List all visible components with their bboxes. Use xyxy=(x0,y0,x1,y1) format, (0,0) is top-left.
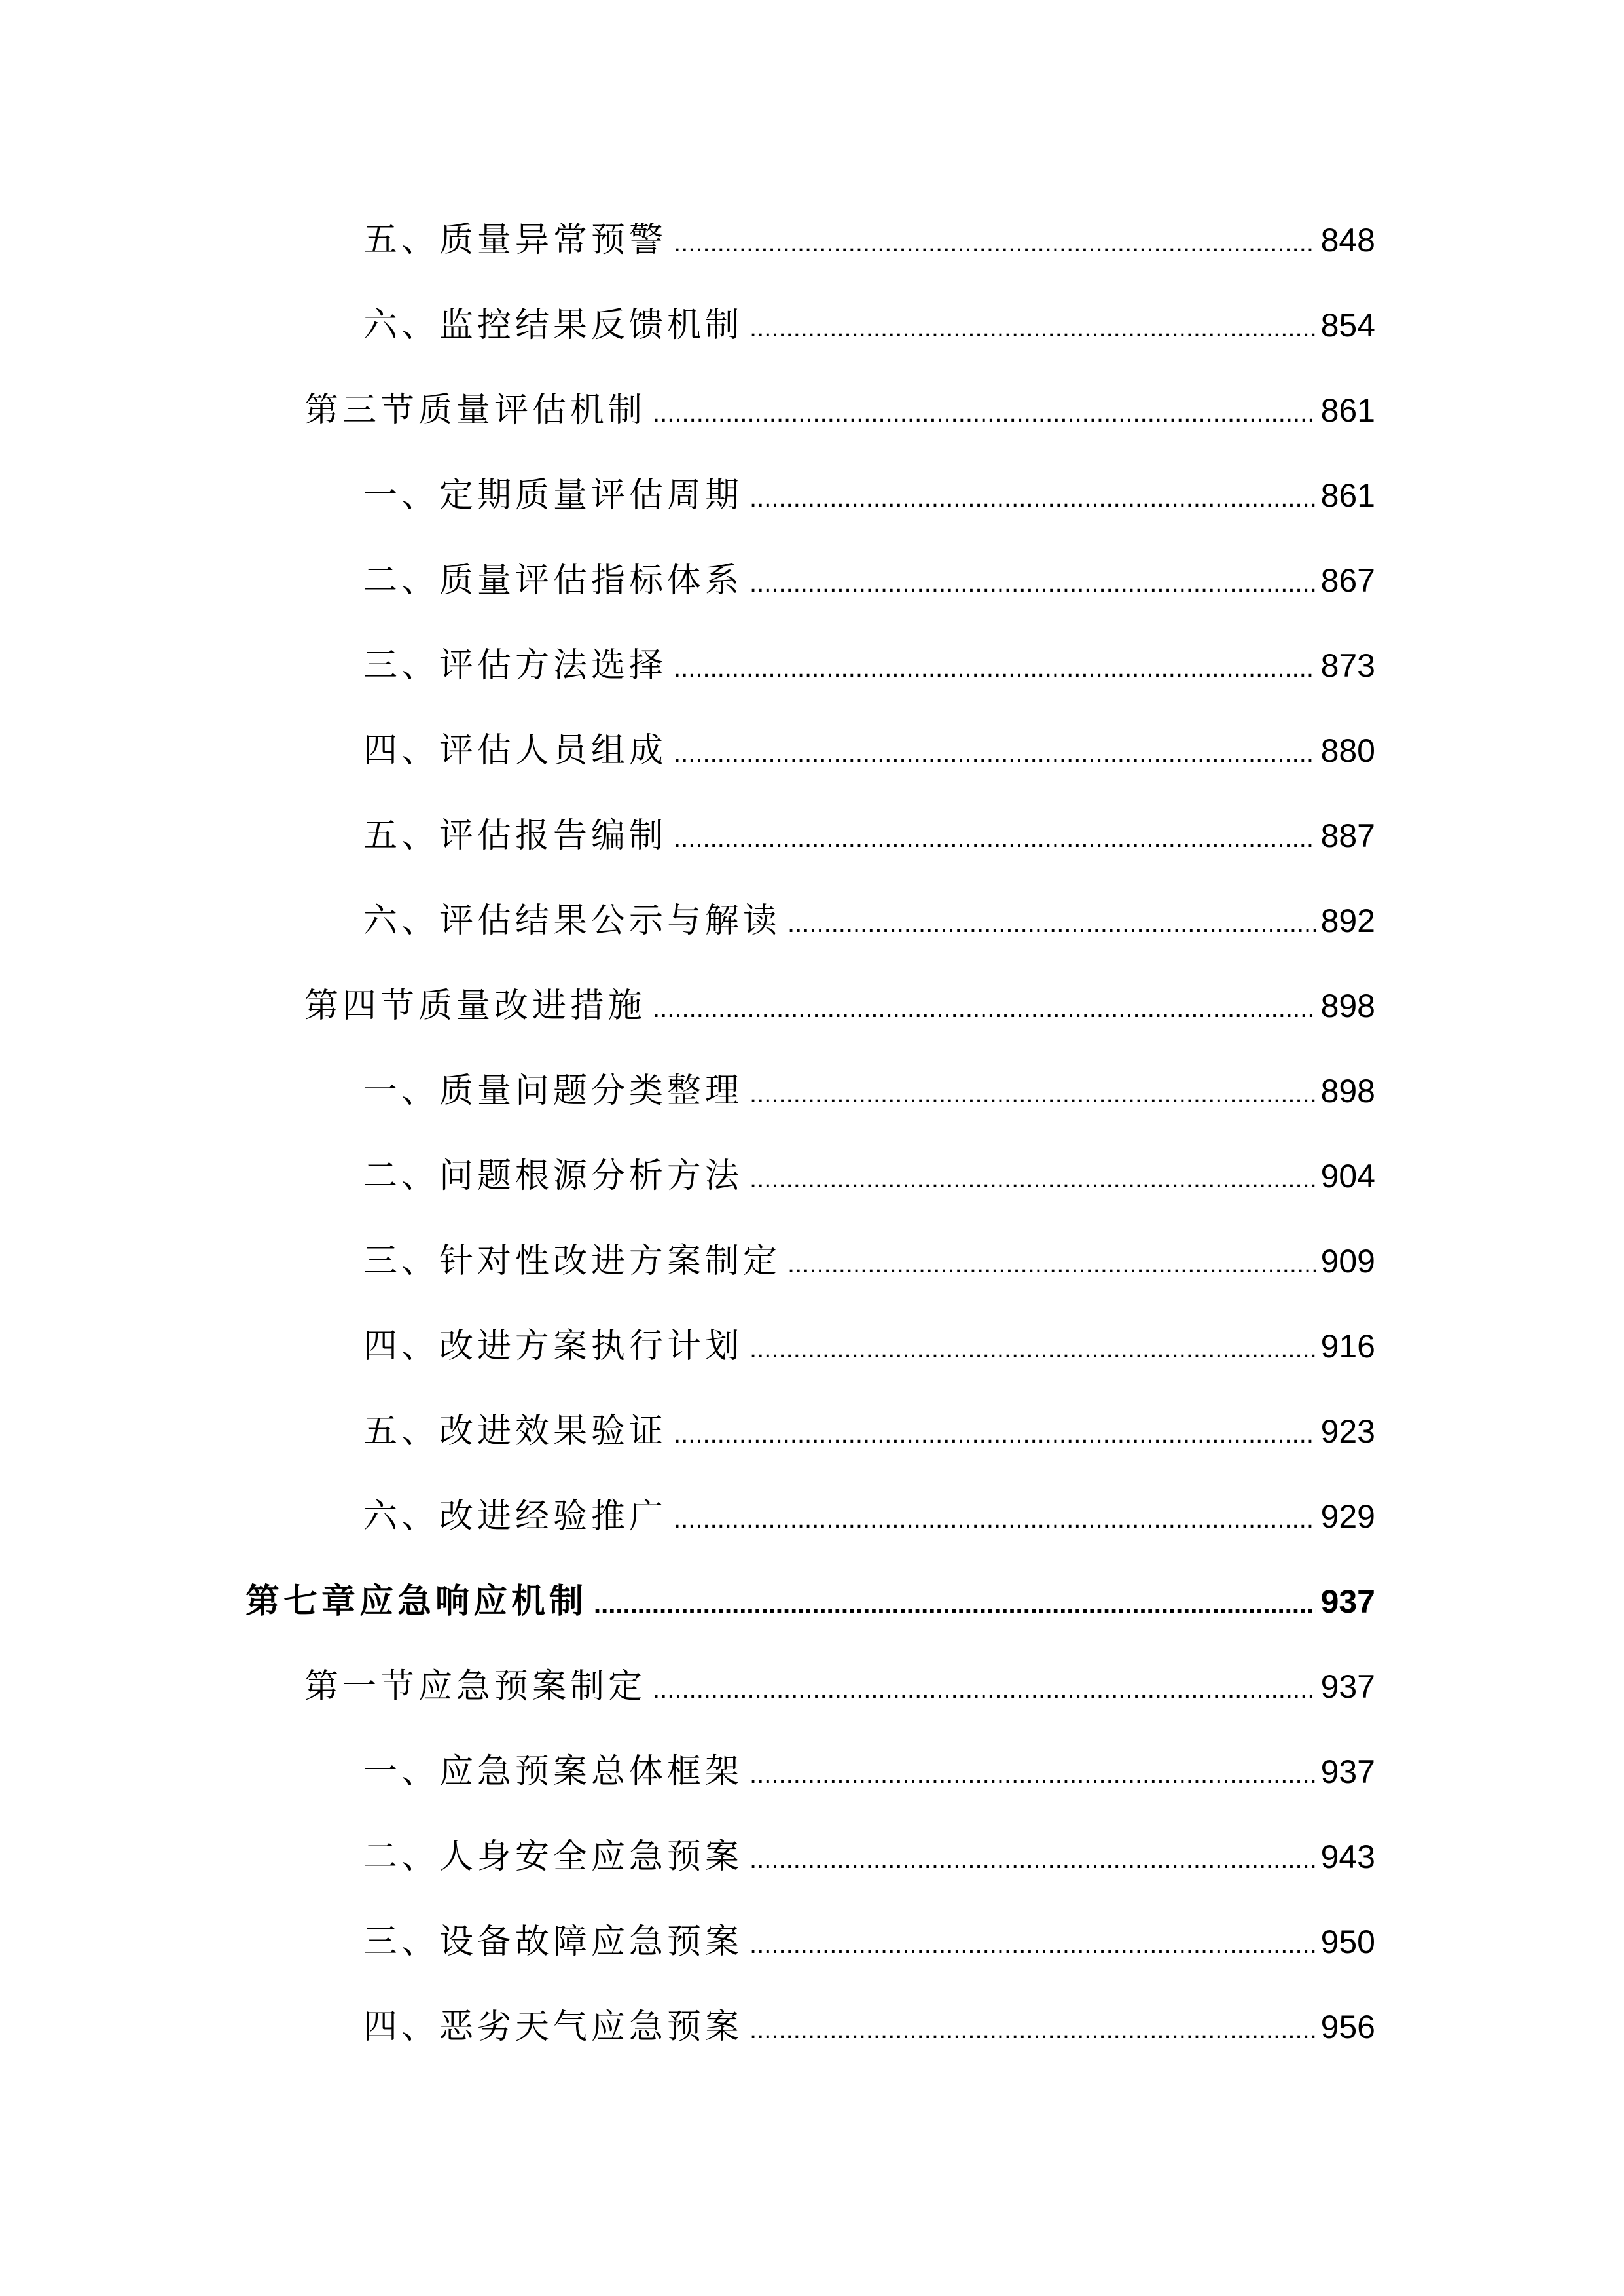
toc-entry[interactable] xyxy=(363,554,1375,607)
toc-dot-leader xyxy=(749,557,1316,609)
toc-dot-leader xyxy=(749,1153,1316,1205)
toc-dot-leader xyxy=(674,727,1316,780)
toc-dot-leader xyxy=(653,982,1316,1035)
toc-entry[interactable] xyxy=(363,1490,1375,1543)
toc-entry[interactable] xyxy=(363,214,1375,266)
toc-entry-title: 六、评估结果公示与解读 xyxy=(363,901,782,941)
toc-entry-page: 887 xyxy=(1320,817,1375,854)
toc-dot-leader xyxy=(749,472,1316,524)
toc-entry-page: 898 xyxy=(1320,988,1375,1024)
toc-entry-page: 873 xyxy=(1320,647,1375,684)
toc-entry-title: 第四节质量改进措施 xyxy=(304,986,647,1026)
toc-entry[interactable] xyxy=(304,1660,1375,1713)
toc-entry-title: 第一节应急预案制定 xyxy=(304,1667,647,1706)
toc-entry-page: 923 xyxy=(1320,1413,1375,1450)
toc-entry[interactable] xyxy=(363,1320,1375,1372)
toc-entry-title: 一、应急预案总体框架 xyxy=(363,1752,744,1791)
toc-entry[interactable] xyxy=(245,1575,1375,1628)
toc-dot-leader xyxy=(749,1067,1316,1120)
toc-entry-title: 四、改进方案执行计划 xyxy=(363,1327,744,1366)
toc-entry-title: 四、恶劣天气应急预案 xyxy=(363,2007,744,2047)
toc-entry-title: 五、质量异常预警 xyxy=(363,221,668,260)
toc-dot-leader xyxy=(749,1833,1316,1886)
toc-dot-leader xyxy=(749,2003,1316,2056)
toc-entry[interactable] xyxy=(363,2001,1375,2053)
toc-entry-page: 892 xyxy=(1320,903,1375,939)
toc-entry-page: 854 xyxy=(1320,307,1375,344)
toc-entry[interactable] xyxy=(363,725,1375,777)
toc-entry-title: 五、评估报告编制 xyxy=(363,816,668,855)
toc-entry-page: 950 xyxy=(1320,1924,1375,1960)
toc-entry[interactable] xyxy=(363,1831,1375,1883)
toc-entry-page: 867 xyxy=(1320,562,1375,599)
toc-entry[interactable] xyxy=(304,384,1375,437)
toc-entry[interactable] xyxy=(363,1916,1375,1968)
toc-entry-title: 五、改进效果验证 xyxy=(363,1412,668,1451)
toc-entry-page: 904 xyxy=(1320,1158,1375,1194)
toc-entry-title: 第七章应急响应机制 xyxy=(245,1582,588,1621)
toc-dot-leader xyxy=(594,1578,1316,1630)
toc-dot-leader xyxy=(749,1323,1316,1375)
toc-entry-title: 六、改进经验推广 xyxy=(363,1497,668,1536)
toc-entry-title: 一、质量问题分类整理 xyxy=(363,1071,744,1111)
toc-entry-title: 三、针对性改进方案制定 xyxy=(363,1242,782,1281)
toc-entry[interactable] xyxy=(363,810,1375,862)
toc-dot-leader xyxy=(787,1238,1316,1290)
toc-entry-title: 六、监控结果反馈机制 xyxy=(363,306,744,345)
toc-entry-page: 943 xyxy=(1320,1839,1375,1875)
toc-dot-leader xyxy=(749,302,1316,354)
toc-dot-leader xyxy=(749,1748,1316,1801)
toc-entry-page: 929 xyxy=(1320,1498,1375,1535)
toc-entry-title: 一、定期质量评估周期 xyxy=(363,476,744,515)
toc-entry-title: 二、质量评估指标体系 xyxy=(363,561,744,600)
toc-entry-page: 880 xyxy=(1320,732,1375,769)
toc-entry[interactable] xyxy=(363,1150,1375,1202)
toc-entry-title: 二、问题根源分析方法 xyxy=(363,1157,744,1196)
toc-entry-title: 三、评估方法选择 xyxy=(363,646,668,685)
toc-dot-leader xyxy=(653,387,1316,439)
toc-entry[interactable] xyxy=(363,1065,1375,1117)
toc-entry-title: 二、人身安全应急预案 xyxy=(363,1837,744,1876)
toc-dot-leader xyxy=(674,812,1316,865)
toc-dot-leader xyxy=(787,897,1316,950)
toc-entry[interactable] xyxy=(363,1405,1375,1458)
toc-entry[interactable] xyxy=(304,980,1375,1032)
toc-entry-page: 848 xyxy=(1320,222,1375,259)
toc-entry[interactable] xyxy=(363,895,1375,947)
toc-entry-title: 第三节质量评估机制 xyxy=(304,391,647,430)
toc-dot-leader xyxy=(674,217,1316,269)
toc-dot-leader xyxy=(653,1663,1316,1715)
toc-entry-page: 937 xyxy=(1320,1668,1375,1705)
toc-dot-leader xyxy=(674,1493,1316,1545)
toc-entry[interactable] xyxy=(363,639,1375,692)
toc-entry[interactable] xyxy=(363,1746,1375,1798)
toc-entry[interactable] xyxy=(363,299,1375,351)
toc-dot-leader xyxy=(749,1918,1316,1971)
toc-entry[interactable] xyxy=(363,469,1375,522)
toc-entry-title: 三、设备故障应急预案 xyxy=(363,1922,744,1962)
toc-entry-title: 四、评估人员组成 xyxy=(363,731,668,770)
toc-entry-page: 916 xyxy=(1320,1328,1375,1365)
toc-entry-page: 956 xyxy=(1320,2009,1375,2045)
toc-entry-page: 898 xyxy=(1320,1073,1375,1109)
toc-entry-page: 861 xyxy=(1320,392,1375,429)
toc-entry[interactable] xyxy=(363,1235,1375,1287)
toc-entry-page: 861 xyxy=(1320,477,1375,514)
toc-entry-page: 909 xyxy=(1320,1243,1375,1280)
toc-entry-page: 937 xyxy=(1320,1753,1375,1790)
toc-dot-leader xyxy=(674,1408,1316,1460)
toc-entry-page: 937 xyxy=(1320,1583,1375,1620)
toc-dot-leader xyxy=(674,642,1316,694)
